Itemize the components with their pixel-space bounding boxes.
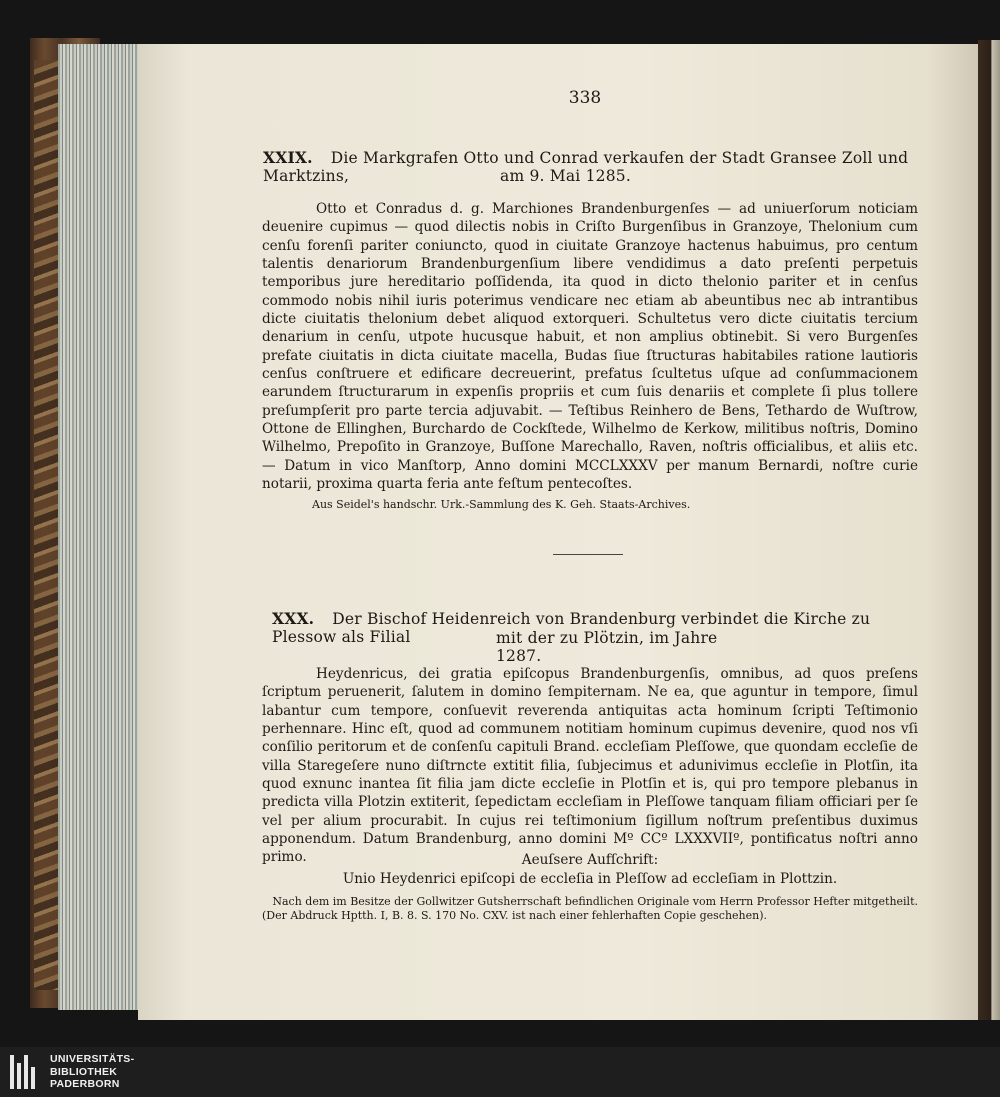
library-footer <box>0 1047 1000 1097</box>
library-logo-icon <box>10 1055 42 1089</box>
doc1-source-note: Aus Seidel's handschr. Urk.-Sammlung des K. Geh. Staats-Archives. <box>312 498 691 511</box>
doc2-source-note-2: (Der Abdruck Hptth. I, B. 8. S. 170 No. CXV. ist nach einer fehlerhaften Copie geschehen). <box>262 909 768 922</box>
library-name-line1: UNIVERSITÄTS- <box>50 1053 135 1065</box>
page-stack-edges <box>58 44 140 1010</box>
doc2-title-text: Der Bischof Heidenreich von Brandenburg verbindet die Kirche zu Plessow als Filial <box>272 610 871 646</box>
page-number: 338 <box>568 88 602 108</box>
doc2-title-line2: mit der zu Plötzin, im Jahre 1287. <box>496 629 718 665</box>
doc1-title-text: Die Markgrafen Otto und Conrad verkaufen der Stadt Gransee Zoll und Marktzins, <box>263 149 909 185</box>
library-name <box>50 1053 134 1091</box>
doc2-numeral: XXX. <box>272 609 315 628</box>
section-divider <box>553 554 623 555</box>
marbled-cover-edge <box>34 60 60 990</box>
doc1-paragraph: Otto et Conradus d. g. Marchiones Brandenburgenſes — ad uniuerſorum noticiam deuenire cupimus — quod dilectis nobis in Criſto Burgenſibus in Granzoye, Thelonium cum cenſu forenſi pariter coniuncto, quod in ciuitate Granzoye hactenus habuimus, pro centum talentis denariorum Brandenburgenſium libere vendidimus a dato preſenti perpetuis temporibus jure hereditario poſſidenda, ita quod in dicto thelonio pariter et in cenſus commodo nobis nihil iuris poterimus vendicare nec etiam ab abeuntibus nec ab intrantibus dicte ciuitatis thelonium debet aliquod extorqueri. Schultetus vero dicte ciuitatis tercium denarium in cenſu, utpote hucusque habuit, et non amplius obtinebit. Si vero Burgenſes prefate ciuitatis in dicta ciuitate macella, Budas ſiue ſtructuras habitabiles ratione lautioris cenſus conſtruere et edificare decreuerint, prefatus ſcultetus uſque ad conſummacionem earundem ſtructurarum in expenſis propriis et cum ſuis denariis et complete ſi plus tollere preſumpſerit pro parte tercia adjuvabit. — Teſtibus Reinhero de Bens, Tethardo de Wuſtrow, Ottone de Ellinghen, Burchardo de Cockſtede, Wilhelmo de Kerkow, militibus noſtris, Domino Wilhelmo, Prepoſito in Granzoye, Buſſone Marechallo, Raven, noſtris officialibus, et aliis etc. — Datum in vico Manſtorp, Anno domini MCCLXXXV per manum Bernardi, noſtre curie notarii, proxima quarta feria ante feſtum pentecoſtes. <box>262 201 918 493</box>
doc2-outer-heading: Aeuſsere Aufſchrift: <box>521 852 659 868</box>
library-name-line2: BIBLIOTHEK <box>50 1065 118 1078</box>
doc1-numeral: XXIX. <box>263 148 313 167</box>
doc2-source-note-1: Nach dem im Besitze der Gollwitzer Gutsherrschaft befindlichen Originale vom Herrn Professor Hefter mitgetheilt. <box>272 895 918 908</box>
doc1-body <box>262 200 918 494</box>
doc1-title-line2: am 9. Mai 1285. <box>500 167 631 185</box>
doc2-paragraph: Heydenricus, dei gratia epiſcopus Brandenburgenſis, omnibus, ad quos preſens ſcriptum peruenerit, ſalutem in domino ſempiternam. Ne ea, que aguntur in tempore, ſimul labantur cum tempore, conſuevit reverenda antiquitas acta hominum ſcripti Teſtimonio perhennare. Hinc eſt, quod ad communem notitiam hominum cupimus devenire, quod nos vſi conſilio peritorum et de conſenſu capituli Brand. eccleſiam Pleſſowe, que quondam eccleſie de villa Staregeſere nuno diſtrncte extitit filia, ſubjecimus et adunivimus eccleſie in Plotſin, ita quod exnunc inantea ſit filia jam dicte eccleſie in Plotſin et is, qui pro tempore plebanus in predicta villa Plotzin extiterit, ſepedictam eccleſiam in Pleſſowe tanquam filiam officiari per ſe vel per alium procurabit. In cujus rei teſtimonium ſigillum noſtrum preſentibus duximus apponendum. Datum Brandenburg, anno domini Mº CCº LXXXVIIº, pontificatus noſtri anno primo. <box>262 666 918 866</box>
doc2-body <box>262 665 918 867</box>
doc2-outer-text: Unio Heydenrici epiſcopi de eccleſia in Pleſſow ad eccleſiam in Plottzin. <box>342 871 838 887</box>
library-name-line3: PADERBORN <box>50 1078 120 1090</box>
book-cover-right <box>978 40 1000 1020</box>
